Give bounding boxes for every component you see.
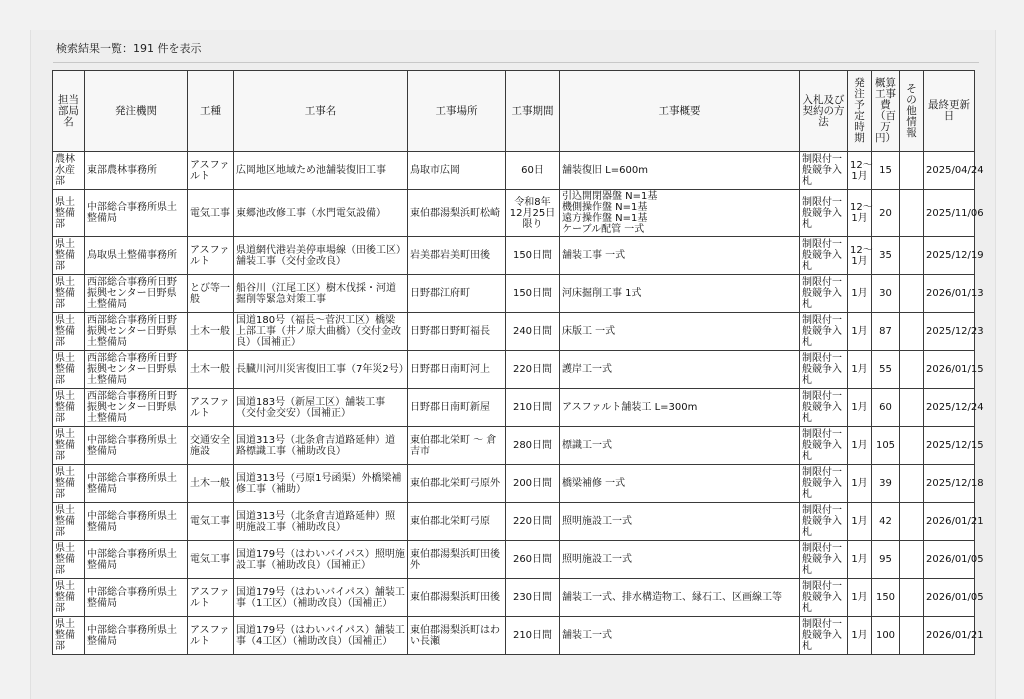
cell-place: 東伯郡北栄町 〜 倉吉市	[408, 427, 506, 465]
cell-dept: 県土整備部	[53, 427, 85, 465]
cell-agency: 西部総合事務所日野振興センター日野県土整備局	[85, 351, 188, 389]
cell-updated: 2025/12/24	[924, 389, 975, 427]
cell-method: 制限付一般競争入札	[800, 351, 848, 389]
col-header-place: 工事場所	[408, 71, 506, 152]
cell-overview: 床版工 一式	[560, 313, 800, 351]
cell-timing: 1月	[848, 465, 872, 503]
cell-place: 日野郡日南町新屋	[408, 389, 506, 427]
cell-method: 制限付一般競争入札	[800, 313, 848, 351]
col-header-agency: 発注機関	[85, 71, 188, 152]
col-header-updated: 最終更新日	[924, 71, 975, 152]
cell-name: 国道179号（はわいバイパス）照明施設工事（補助改良）（国補正）	[234, 541, 408, 579]
cell-updated: 2026/01/05	[924, 579, 975, 617]
cell-dept: 県土整備部	[53, 465, 85, 503]
table-row	[53, 389, 975, 427]
col-header-cost: 概算工事費（百万円）	[872, 71, 900, 152]
cell-type: 電気工事	[188, 503, 234, 541]
cell-updated: 2026/01/21	[924, 617, 975, 655]
cell-timing: 1月	[848, 389, 872, 427]
cell-place: 東伯郡北栄町弓原外	[408, 465, 506, 503]
table-row	[53, 152, 975, 190]
cell-updated: 2026/01/05	[924, 541, 975, 579]
cell-method: 制限付一般競争入札	[800, 152, 848, 190]
cell-agency: 中部総合事務所県土整備局	[85, 465, 188, 503]
table-row	[53, 541, 975, 579]
results-table	[52, 70, 984, 655]
cell-updated: 2025/12/15	[924, 427, 975, 465]
table-row	[53, 579, 975, 617]
cell-method: 制限付一般競争入札	[800, 427, 848, 465]
cell-cost: 60	[872, 389, 900, 427]
cell-period: 260日間	[506, 541, 560, 579]
cell-timing: 1月	[848, 503, 872, 541]
cell-timing: 1月	[848, 351, 872, 389]
cell-overview: 標識工一式	[560, 427, 800, 465]
cell-updated: 2025/11/06	[924, 190, 975, 237]
cell-updated: 2026/01/21	[924, 503, 975, 541]
cell-method: 制限付一般競争入札	[800, 579, 848, 617]
cell-type: 土木一般	[188, 313, 234, 351]
results-table-wrapper	[52, 70, 984, 655]
cell-method: 制限付一般競争入札	[800, 389, 848, 427]
results-table-body	[53, 152, 984, 655]
cell-timing: 12〜1月	[848, 237, 872, 275]
cell-cost: 15	[872, 152, 900, 190]
cell-name: 国道313号（北条倉吉道路延伸）道路標識工事（補助改良）	[234, 427, 408, 465]
cell-agency: 中部総合事務所県土整備局	[85, 617, 188, 655]
cell-agency: 中部総合事務所県土整備局	[85, 579, 188, 617]
cell-name: 船谷川（江尾工区）樹木伐採・河道掘削等緊急対策工事	[234, 275, 408, 313]
cell-period: 210日間	[506, 617, 560, 655]
cell-updated: 2025/12/23	[924, 313, 975, 351]
cell-period: 220日間	[506, 351, 560, 389]
cell-updated: 2025/04/24	[924, 152, 975, 190]
cell-name: 東郷池改修工事（水門電気設備）	[234, 190, 408, 237]
cell-place: 東伯郡湯梨浜町田後	[408, 579, 506, 617]
col-header-period: 工事期間	[506, 71, 560, 152]
cell-timing: 12〜1月	[848, 190, 872, 237]
cell-name: 国道179号（はわいバイパス）舗装工事（4工区）（補助改良）（国補正）	[234, 617, 408, 655]
cell-other	[900, 503, 924, 541]
cell-type: アスファルト	[188, 152, 234, 190]
cell-method: 制限付一般競争入札	[800, 190, 848, 237]
cell-other	[900, 313, 924, 351]
cell-dept: 県土整備部	[53, 351, 85, 389]
cell-other	[900, 541, 924, 579]
table-row	[53, 237, 975, 275]
cell-type: アスファルト	[188, 389, 234, 427]
cell-period: 150日間	[506, 275, 560, 313]
cell-updated: 2025/12/18	[924, 465, 975, 503]
cell-other	[900, 152, 924, 190]
cell-overview: 河床掘削工事 1式	[560, 275, 800, 313]
cell-dept: 県土整備部	[53, 313, 85, 351]
cell-period: 230日間	[506, 579, 560, 617]
cell-method: 制限付一般競争入札	[800, 237, 848, 275]
cell-dept: 県土整備部	[53, 541, 85, 579]
cell-period: 220日間	[506, 503, 560, 541]
table-row	[53, 351, 975, 389]
table-row	[53, 465, 975, 503]
cell-period: 60日	[506, 152, 560, 190]
cell-overview: 引込開閉器盤 N=1基 機側操作盤 N=1基 遠方操作盤 N=1基 ケーブル配管 一式	[560, 190, 800, 237]
col-header-method: 入札及び契約の方法	[800, 71, 848, 152]
cell-overview: 照明施設工一式	[560, 503, 800, 541]
cell-dept: 県土整備部	[53, 389, 85, 427]
cell-cost: 39	[872, 465, 900, 503]
cell-type: アスファルト	[188, 617, 234, 655]
cell-other	[900, 389, 924, 427]
cell-type: アスファルト	[188, 237, 234, 275]
cell-period: 150日間	[506, 237, 560, 275]
cell-timing: 1月	[848, 579, 872, 617]
cell-cost: 35	[872, 237, 900, 275]
result-count-text: 検索結果一覧：191 件を表示	[56, 42, 202, 55]
cell-agency: 中部総合事務所県土整備局	[85, 503, 188, 541]
cell-type: 電気工事	[188, 541, 234, 579]
cell-period: 令和8年12月25日限り	[506, 190, 560, 237]
cell-agency: 西部総合事務所日野振興センター日野県土整備局	[85, 313, 188, 351]
table-row	[53, 503, 975, 541]
cell-timing: 1月	[848, 313, 872, 351]
cell-agency: 中部総合事務所県土整備局	[85, 427, 188, 465]
cell-place: 東伯郡湯梨浜町田後外	[408, 541, 506, 579]
cell-cost: 105	[872, 427, 900, 465]
cell-updated: 2026/01/13	[924, 275, 975, 313]
cell-name: 国道313号（弓原1号函渠）外橋梁補修工事（補助）	[234, 465, 408, 503]
cell-name: 長臓川河川災害復旧工事（7年災2号）	[234, 351, 408, 389]
col-header-timing: 発注予定時期	[848, 71, 872, 152]
cell-type: 電気工事	[188, 190, 234, 237]
cell-method: 制限付一般競争入札	[800, 541, 848, 579]
cell-agency: 鳥取県土整備事務所	[85, 237, 188, 275]
cell-timing: 1月	[848, 541, 872, 579]
cell-name: 国道313号（北条倉吉道路延伸）照明施設工事（補助改良）	[234, 503, 408, 541]
cell-dept: 農林水産部	[53, 152, 85, 190]
cell-overview: 舗装工一式、排水構造物工、縁石工、区画線工等	[560, 579, 800, 617]
cell-overview: 橋梁補修 一式	[560, 465, 800, 503]
cell-method: 制限付一般競争入札	[800, 617, 848, 655]
cell-place: 日野郡江府町	[408, 275, 506, 313]
cell-cost: 42	[872, 503, 900, 541]
cell-period: 280日間	[506, 427, 560, 465]
cell-period: 200日間	[506, 465, 560, 503]
cell-name: 広岡地区地域ため池舗装復旧工事	[234, 152, 408, 190]
cell-other	[900, 190, 924, 237]
cell-other	[900, 617, 924, 655]
cell-place: 東伯郡湯梨浜町はわい長瀬	[408, 617, 506, 655]
cell-agency: 東部農林事務所	[85, 152, 188, 190]
cell-type: 土木一般	[188, 351, 234, 389]
cell-dept: 県土整備部	[53, 190, 85, 237]
cell-agency: 中部総合事務所県土整備局	[85, 541, 188, 579]
cell-other	[900, 275, 924, 313]
col-header-other: その他情報	[900, 71, 924, 152]
header-row	[53, 71, 975, 152]
cell-dept: 県土整備部	[53, 579, 85, 617]
cell-cost: 100	[872, 617, 900, 655]
table-row	[53, 617, 975, 655]
cell-name: 県道網代港岩美停車場線（田後工区）舗装工事（交付金改良）	[234, 237, 408, 275]
cell-cost: 150	[872, 579, 900, 617]
cell-overview: 舗装復旧 L=600m	[560, 152, 800, 190]
cell-overview: 舗装工事 一式	[560, 237, 800, 275]
cell-name: 国道180号（福長〜菅沢工区）橋梁上部工事（井ノ原大曲橋）（交付金改良）（国補正）	[234, 313, 408, 351]
cell-dept: 県土整備部	[53, 275, 85, 313]
cell-place: 岩美郡岩美町田後	[408, 237, 506, 275]
table-row	[53, 275, 975, 313]
cell-timing: 1月	[848, 427, 872, 465]
cell-name: 国道183号（新屋工区）舗装工事（交付金交安）（国補正）	[234, 389, 408, 427]
cell-agency: 西部総合事務所日野振興センター日野県土整備局	[85, 389, 188, 427]
cell-overview: 照明施設工一式	[560, 541, 800, 579]
cell-place: 日野郡日南町河上	[408, 351, 506, 389]
cell-place: 東伯郡湯梨浜町松崎	[408, 190, 506, 237]
cell-place: 日野郡日野町福長	[408, 313, 506, 351]
cell-dept: 県土整備部	[53, 617, 85, 655]
cell-cost: 55	[872, 351, 900, 389]
cell-agency: 中部総合事務所県土整備局	[85, 190, 188, 237]
col-header-dept: 担当部局名	[53, 71, 85, 152]
cell-other	[900, 427, 924, 465]
cell-overview: 護岸工一式	[560, 351, 800, 389]
cell-period: 240日間	[506, 313, 560, 351]
cell-overview: アスファルト舗装工 L=300m	[560, 389, 800, 427]
cell-other	[900, 579, 924, 617]
cell-cost: 95	[872, 541, 900, 579]
col-header-overview: 工事概要	[560, 71, 800, 152]
cell-agency: 西部総合事務所日野振興センター日野県土整備局	[85, 275, 188, 313]
table-row	[53, 427, 975, 465]
col-header-name: 工事名	[234, 71, 408, 152]
cell-type: 交通安全施設	[188, 427, 234, 465]
cell-timing: 12〜1月	[848, 152, 872, 190]
cell-type: アスファルト	[188, 579, 234, 617]
cell-method: 制限付一般競争入札	[800, 275, 848, 313]
cell-dept: 県土整備部	[53, 503, 85, 541]
cell-timing: 1月	[848, 275, 872, 313]
divider	[53, 62, 979, 63]
cell-timing: 1月	[848, 617, 872, 655]
table-row	[53, 190, 975, 237]
cell-type: 土木一般	[188, 465, 234, 503]
cell-cost: 30	[872, 275, 900, 313]
cell-period: 210日間	[506, 389, 560, 427]
cell-other	[900, 465, 924, 503]
cell-method: 制限付一般競争入札	[800, 503, 848, 541]
results-panel	[30, 30, 996, 699]
cell-type: とび等一般	[188, 275, 234, 313]
cell-updated: 2025/12/19	[924, 237, 975, 275]
cell-dept: 県土整備部	[53, 237, 85, 275]
table-row	[53, 313, 975, 351]
cell-name: 国道179号（はわいバイパス）舗装工事（1工区）（補助改良）（国補正）	[234, 579, 408, 617]
cell-overview: 舗装工一式	[560, 617, 800, 655]
cell-other	[900, 351, 924, 389]
cell-place: 東伯郡北栄町弓原	[408, 503, 506, 541]
cell-cost: 20	[872, 190, 900, 237]
col-header-type: 工種	[188, 71, 234, 152]
cell-updated: 2026/01/15	[924, 351, 975, 389]
cell-other	[900, 237, 924, 275]
cell-method: 制限付一般競争入札	[800, 465, 848, 503]
cell-place: 鳥取市広岡	[408, 152, 506, 190]
cell-cost: 87	[872, 313, 900, 351]
